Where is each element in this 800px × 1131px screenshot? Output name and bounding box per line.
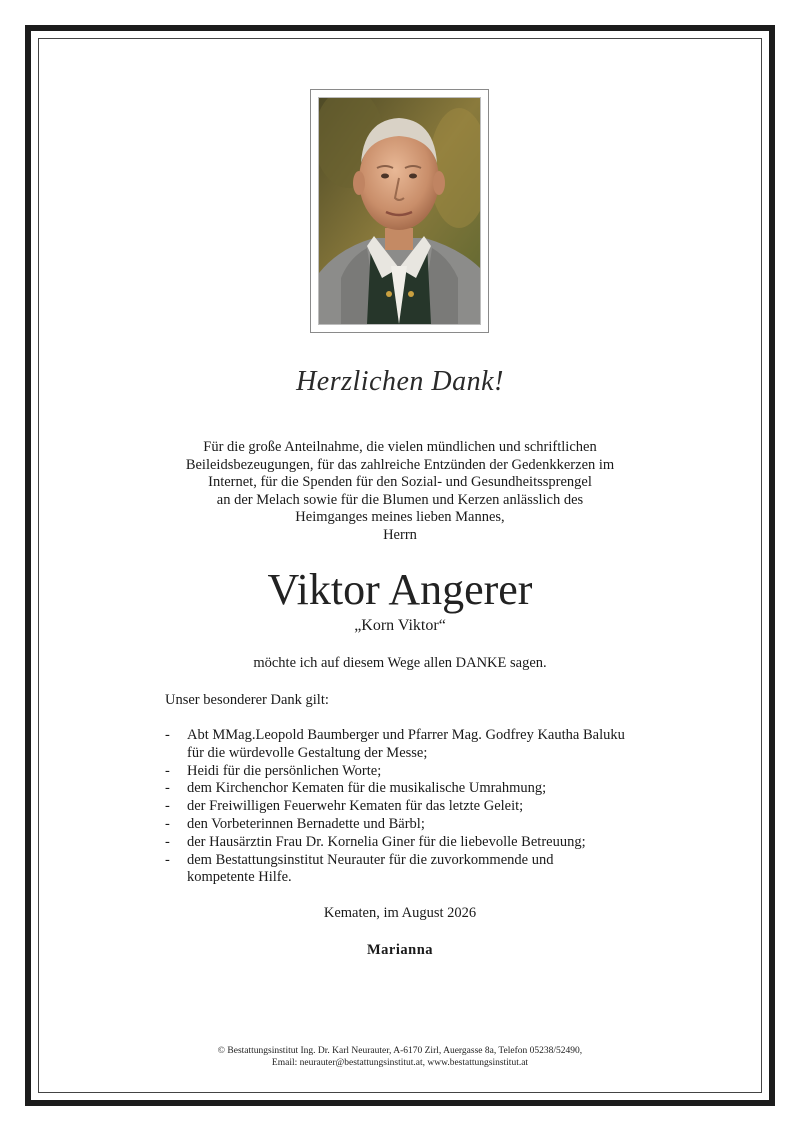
list-item: [165, 798, 625, 816]
intro-line: an der Melach sowie für die Blumen und Kerzen anlässlich des: [216, 491, 584, 508]
list-item: [165, 780, 625, 798]
list-marker: -: [165, 780, 170, 797]
intro-line: Internet, für die Spenden für den Sozial- und Gesundheitssprengel: [208, 474, 592, 490]
portrait-illustration: [319, 98, 480, 324]
thank-you-heading: Herzlichen Dank!: [296, 366, 504, 397]
list-item: [165, 834, 625, 852]
footer-contact: Email: neurauter@bestattungsinstitut.at, www.bestattungsinstitut.at: [271, 1058, 529, 1068]
list-marker: -: [165, 851, 170, 868]
list-marker: -: [165, 833, 170, 850]
list-item: [165, 816, 625, 834]
intro-line: Heimganges meines lieben Mannes,: [295, 509, 505, 525]
list-item-text: Heidi für die persönlichen Worte;: [187, 762, 382, 779]
list-item: [165, 727, 625, 763]
list-item-text: den Vorbeterinnen Bernadette und Bärbl;: [187, 815, 425, 832]
footer-address: © Bestattungsinstitut Ing. Dr. Karl Neurauter, A-6170 Zirl, Auergasse 8a, Telefon 05238/52490,: [217, 1046, 583, 1056]
list-item-text: für die würdevolle Gestaltung der Messe;: [187, 744, 428, 761]
list-marker: -: [165, 762, 170, 779]
intro-line: Beileidsbezeugungen, für das zahlreiche Entzünden der Gedenkkerzen im: [185, 456, 615, 473]
deceased-name: Viktor Angerer: [267, 565, 533, 614]
portrait-photo-frame: [310, 89, 489, 333]
list-marker: -: [165, 727, 170, 743]
thanks-statement: möchte ich auf diesem Wege allen DANKE sagen.: [253, 655, 547, 671]
intro-text: [0, 439, 800, 544]
list-item-text: der Freiwilligen Feuerwehr Kematen für das letzte Geleit;: [187, 798, 524, 815]
list-item-text: dem Bestattungsinstitut Neurauter für die zuvorkommende und: [187, 851, 554, 868]
intro-line: Für die große Anteilnahme, die vielen mündlichen und schriftlichen: [203, 439, 597, 455]
portrait-photo: [318, 97, 481, 325]
list-item: [165, 852, 625, 888]
list-item-text: Abt MMag.Leopold Baumberger und Pfarrer Mag. Godfrey Kautha Baluku: [187, 727, 625, 743]
list-item: [165, 763, 625, 781]
deceased-nickname: „Korn Viktor“: [354, 617, 446, 634]
signature-name: Marianna: [366, 942, 434, 958]
place-and-date: Kematen, im August 2026: [323, 905, 477, 921]
special-thanks-heading: Unser besonderer Dank gilt:: [165, 692, 329, 708]
list-marker: -: [165, 815, 170, 832]
list-item-text: dem Kirchenchor Kematen für die musikalische Umrahmung;: [187, 780, 547, 797]
thanks-list: [165, 727, 625, 887]
funeral-home-footer: [0, 1045, 800, 1069]
list-item-text: der Hausärztin Frau Dr. Kornelia Giner für die liebevolle Betreuung;: [187, 833, 586, 850]
intro-line: Herrn: [383, 526, 417, 543]
list-marker: -: [165, 798, 170, 815]
list-item-text: kompetente Hilfe.: [187, 869, 292, 886]
